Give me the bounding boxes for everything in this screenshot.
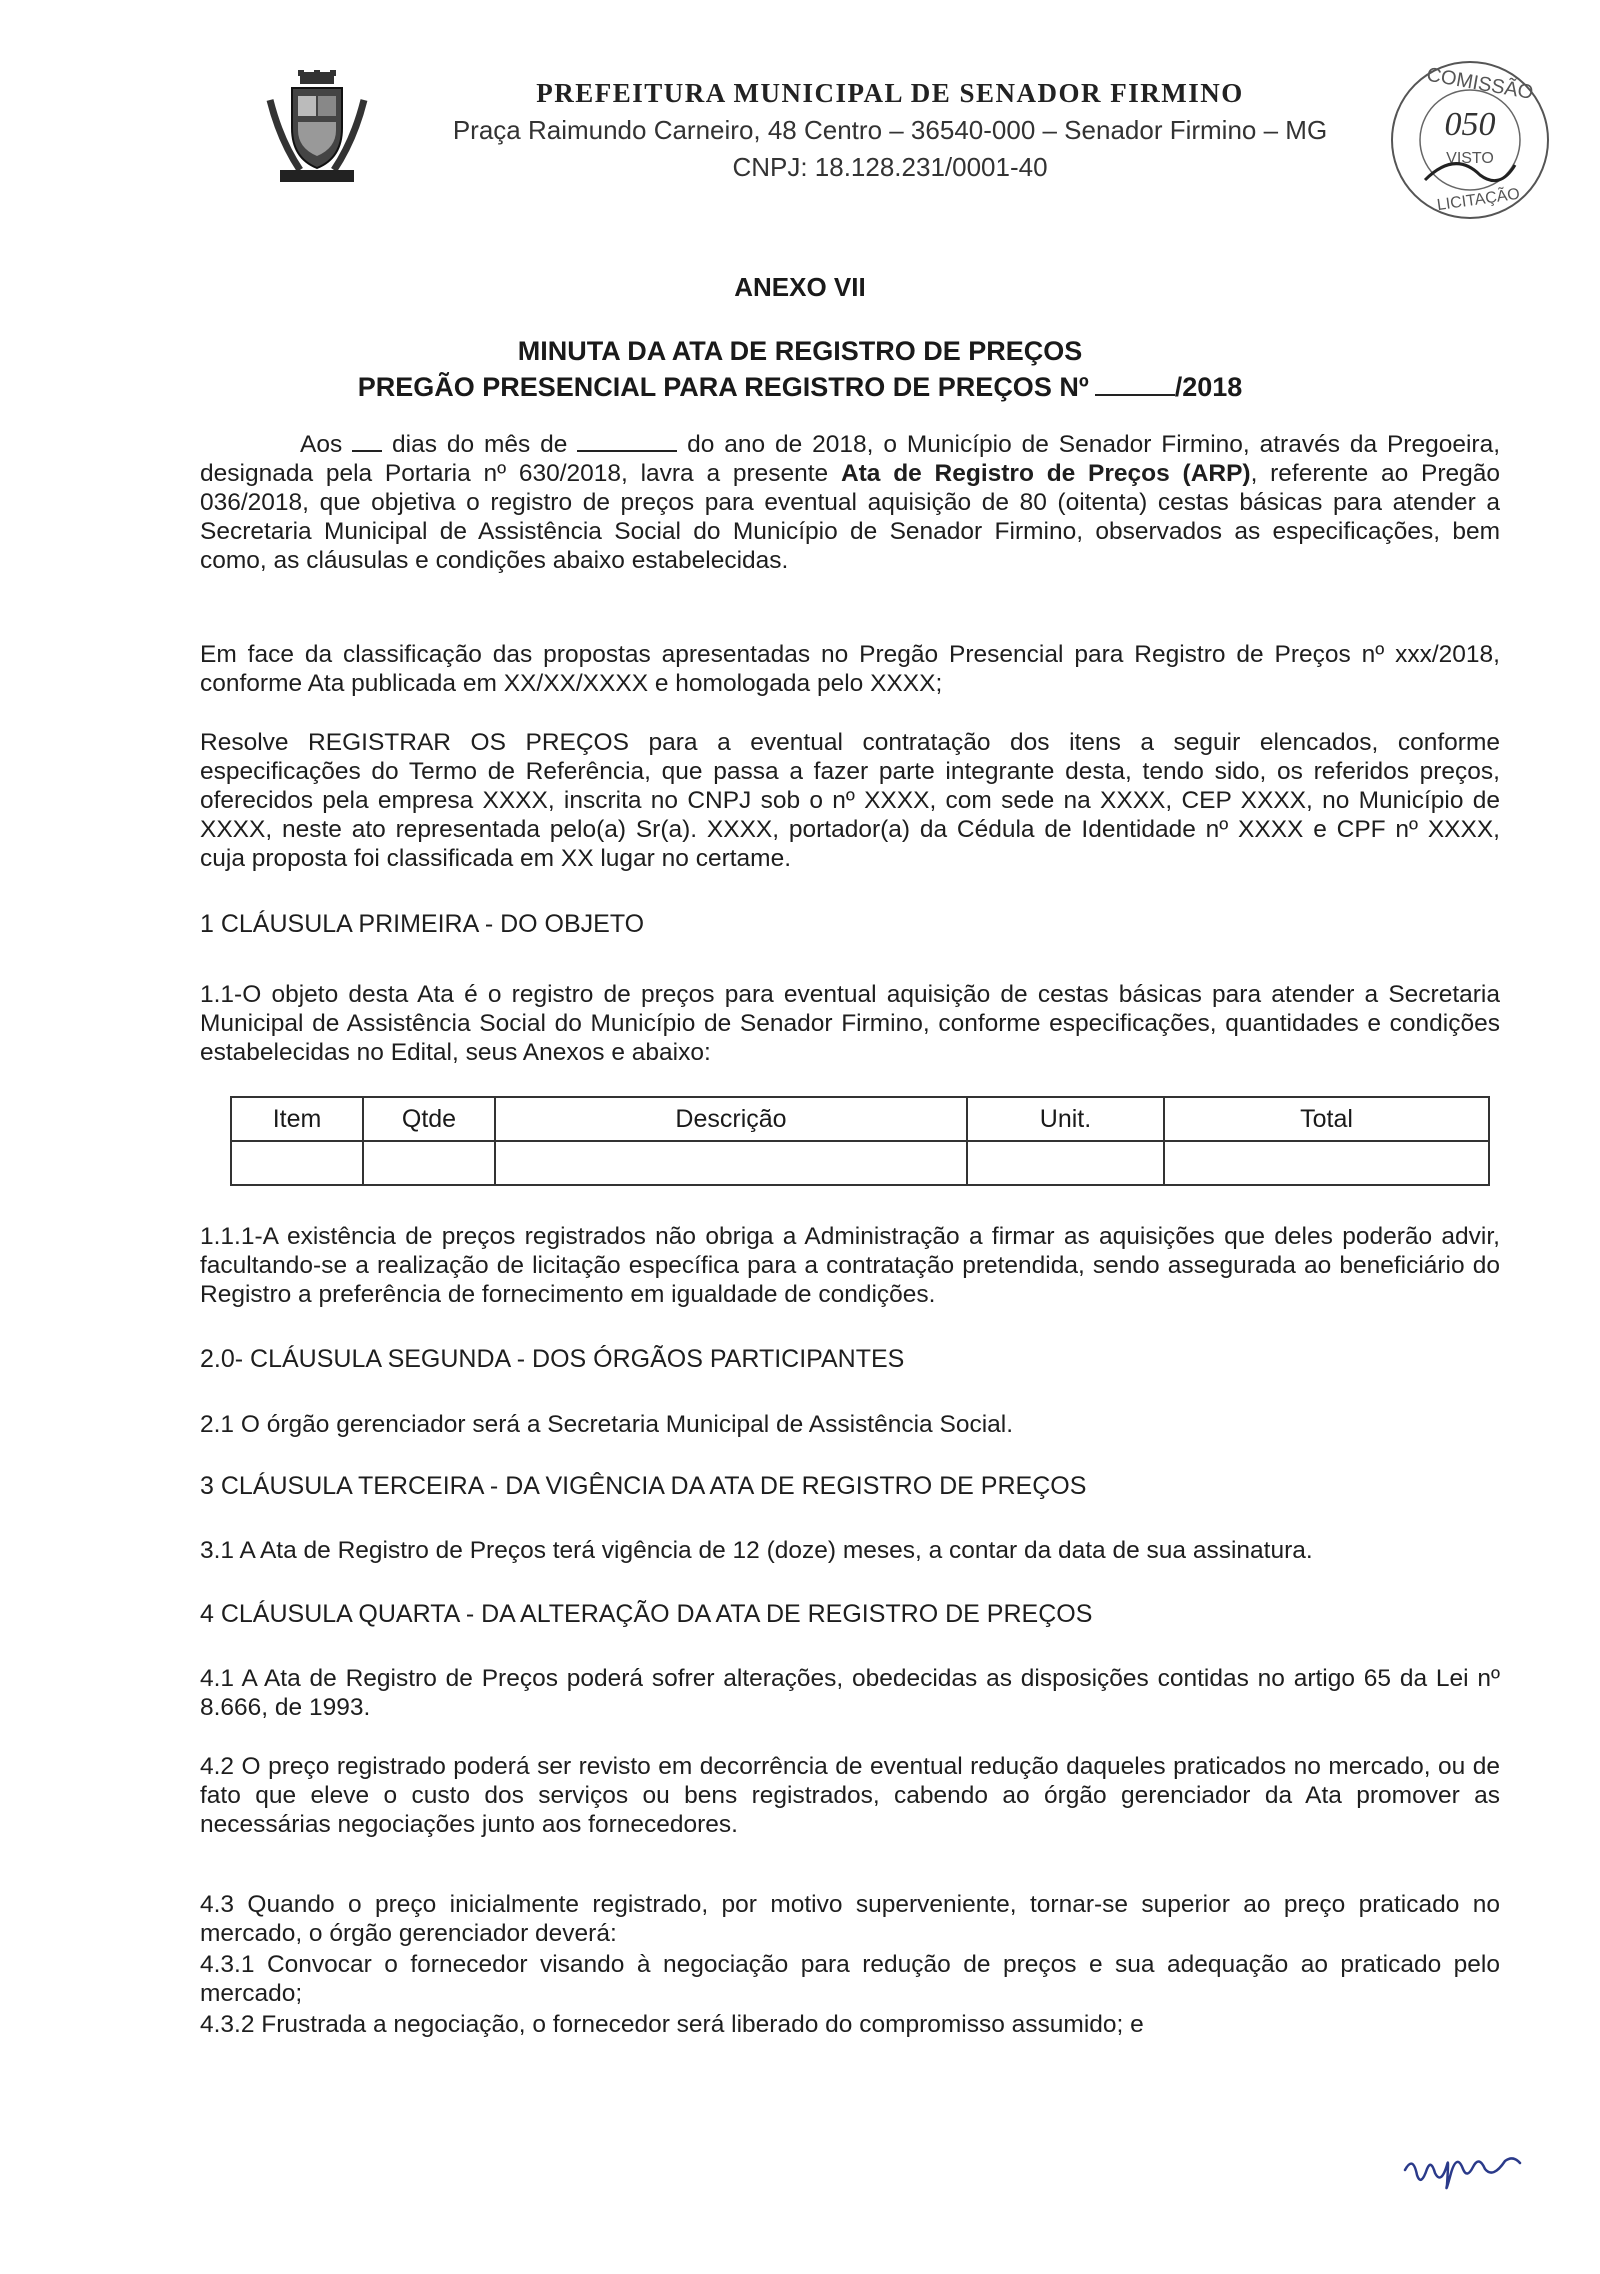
clause-3-heading: 3 CLÁUSULA TERCEIRA - DA VIGÊNCIA DA ATA DE REGISTRO DE PREÇOS xyxy=(200,1472,1087,1500)
para1-bold: Ata de Registro de Preços (ARP) xyxy=(840,460,1251,487)
table-cell xyxy=(363,1141,495,1185)
letterhead-cnpj: CNPJ: 18.128.231/0001-40 xyxy=(732,152,1048,182)
table-cell xyxy=(495,1141,967,1185)
clause-2-1: 2.1 O órgão gerenciador será a Secretaria Municipal de Assistência Social. xyxy=(200,1411,1014,1438)
number-blank xyxy=(1095,374,1175,396)
svg-text:COMISSÃO: COMISSÃO xyxy=(1424,63,1535,105)
col-unit: Unit. xyxy=(967,1097,1164,1141)
clause-4-3-1: 4.3.1 Convocar o fornecedor visando à negociação para redução de preços e sua adequação ao praticado pelo mercado; xyxy=(200,1951,1500,2007)
letterhead-org: PREFEITURA MUNICIPAL DE SENADOR FIRMINO xyxy=(536,78,1244,108)
para1-part3: do ano de 2018, o Município de Senador Firmino, através da Pregoeira, designada pela Portaria nº 630/2018, lavra a presente xyxy=(200,431,1501,487)
para1-part2: dias do mês de xyxy=(392,431,568,458)
para1-part4: , referente ao Pregão 036/2018, que objetiva o registro de preços para eventual aquisição de 80 (oitenta) cestas básicas para atender a Secretaria Municipal de Assistência Social do Município de Senador Firmino, observados as especificações, bem como, as cláusulas e condições abaixo estabelecidas. xyxy=(200,460,1500,574)
items-table xyxy=(230,1096,1490,1186)
clause-1-1: 1.1-O objeto desta Ata é o registro de preços para eventual aquisição de cestas básicas para atender a Secretaria Municipal de Assistência Social do Município de Senador Firmino, conforme especificações, quantidades e condições estabelecidas no Edital, seus Anexos e abaixo: xyxy=(200,981,1500,1066)
letterhead-address: Praça Raimundo Carneiro, 48 Centro – 36540-000 – Senador Firmino – MG xyxy=(452,115,1328,145)
resolve-paragraph: Resolve REGISTRAR OS PREÇOS para a eventual contratação dos itens a seguir elencados, conforme especificações do Termo de Referência, que passa a fazer parte integrante desta, tendo sido, os referidos preços, oferecidos pela empresa XXXX, inscrita no CNPJ sob o nº XXXX, com sede na XXXX, CEP XXXX, no Município de XXXX, neste ato representada pelo(a) Sr(a). XXXX, portador(a) da Cédula de Identidade nº XXXX e CPF nº XXXX, cuja proposta foi classificada em XX lugar no certame. xyxy=(200,729,1500,872)
col-qtde: Qtde xyxy=(363,1097,495,1141)
handwritten-signature-icon xyxy=(1400,2135,1540,2195)
municipal-crest-icon xyxy=(262,70,372,190)
clause-4-3-2: 4.3.2 Frustrada a negociação, o fornecedor será liberado do compromisso assumido; e xyxy=(200,2011,1144,2038)
subtitle-text: PREGÃO PRESENCIAL PARA REGISTRO DE PREÇOS Nº xyxy=(357,372,1089,402)
table-cell xyxy=(967,1141,1164,1185)
annex-label: ANEXO VII xyxy=(734,272,866,302)
col-item: Item xyxy=(231,1097,363,1141)
clause-1-heading: 1 CLÁUSULA PRIMEIRA - DO OBJETO xyxy=(200,910,645,938)
svg-text:050: 050 xyxy=(1444,106,1496,143)
clause-4-1: 4.1 A Ata de Registro de Preços poderá sofrer alterações, obedecidas as disposições contidas no artigo 65 da Lei nº 8.666, de 1993. xyxy=(200,1665,1500,1721)
clause-4-2: 4.2 O preço registrado poderá ser revisto em decorrência de eventual redução daqueles praticados no mercado, ou de fato que eleve o custo dos serviços ou bens registrados, cabendo ao órgão gerenciador da Ata promover as necessárias negociações junto aos fornecedores. xyxy=(200,1753,1500,1838)
svg-text:LICITAÇÃO: LICITAÇÃO xyxy=(1436,185,1521,215)
commission-stamp-icon xyxy=(1385,55,1555,225)
subtitle-year: /2018 xyxy=(1174,372,1243,402)
para1-part1: Aos xyxy=(300,431,343,458)
table-row xyxy=(231,1141,1489,1185)
col-descricao: Descrição xyxy=(495,1097,967,1141)
day-blank xyxy=(352,432,382,452)
month-blank xyxy=(577,432,677,452)
clause-4-3: 4.3 Quando o preço inicialmente registrado, por motivo superveniente, tornar-se superior ao preço praticado no mercado, o órgão gerenciador deverá: xyxy=(200,1891,1500,1947)
svg-text:VISTO: VISTO xyxy=(1446,150,1494,167)
document-title: MINUTA DA ATA DE REGISTRO DE PREÇOS xyxy=(517,336,1083,366)
clause-3-1: 3.1 A Ata de Registro de Preços terá vigência de 12 (doze) meses, a contar da data de sua assinatura. xyxy=(200,1537,1313,1564)
clause-4-heading: 4 CLÁUSULA QUARTA - DA ALTERAÇÃO DA ATA DE REGISTRO DE PREÇOS xyxy=(200,1600,1093,1628)
col-total: Total xyxy=(1164,1097,1489,1141)
clause-1-1-1: 1.1.1-A existência de preços registrados não obriga a Administração a firmar as aquisições que deles poderão advir, facultando-se a realização de licitação específica para a contratação pretendida, sendo assegurada ao beneficiário do Registro a preferência de fornecimento em igualdade de condições. xyxy=(200,1223,1500,1308)
classification-paragraph: Em face da classificação das propostas apresentadas no Pregão Presencial para Registro de Preços nº xxx/2018, conforme Ata publicada em XX/XX/XXXX e homologada pelo XXXX; xyxy=(200,641,1500,697)
clause-2-heading: 2.0- CLÁUSULA SEGUNDA - DOS ÓRGÃOS PARTICIPANTES xyxy=(200,1345,905,1373)
letterhead xyxy=(380,78,1400,183)
table-cell xyxy=(231,1141,363,1185)
document-subtitle xyxy=(0,372,1600,403)
opening-paragraph xyxy=(200,430,1500,575)
table-cell xyxy=(1164,1141,1489,1185)
table-header-row xyxy=(231,1097,1489,1141)
